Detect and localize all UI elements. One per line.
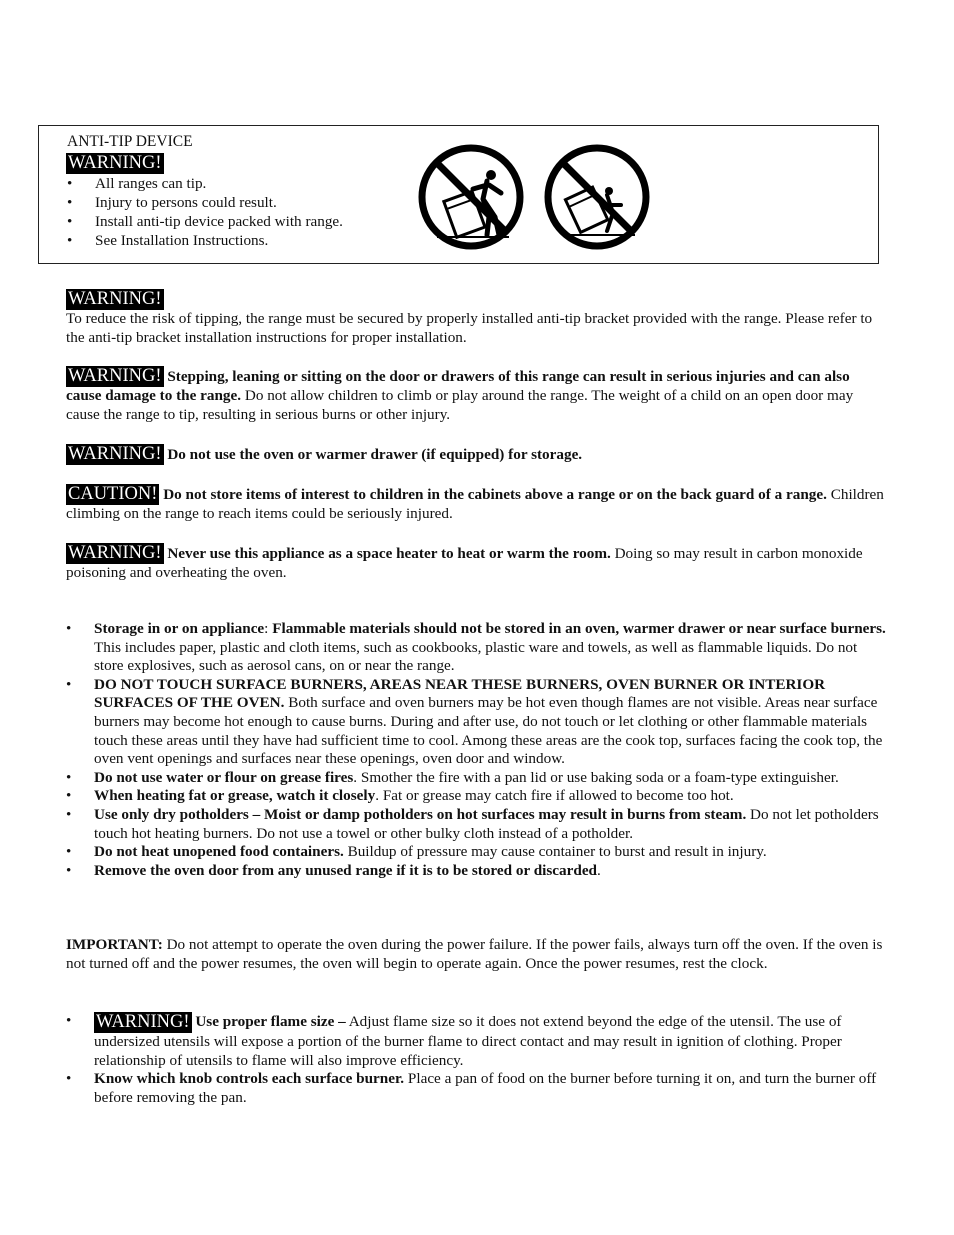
list-item xyxy=(66,787,888,806)
body-text: To reduce the risk of tipping, the range must be secured by properly installed anti-tip bracket provided with the range. Please refer to the anti-tip bracket installation instructions for proper installation. xyxy=(66,310,873,346)
list-item xyxy=(66,769,888,788)
body-text: Do not let potholders touch hot heating burners. Do not use a towel or other bulky cloth instead of a potholder. xyxy=(94,805,879,842)
caution-badge: CAUTION! xyxy=(68,484,158,504)
warning-tipping-block xyxy=(66,289,888,347)
anti-tip-list xyxy=(67,175,343,251)
list-item: • See Installation Instructions. xyxy=(67,232,343,251)
list-item: • All ranges can tip. xyxy=(67,175,343,194)
list-item xyxy=(66,862,888,881)
body-text: This includes paper, plastic and cloth items, such as cookbooks, plastic ware and towels, as well as flammable liquids. Do not store explosives, such as aerosol cans, on or near the range. xyxy=(94,638,858,675)
warning-heater-block xyxy=(66,543,888,583)
body-text: . Fat or grease may catch fire if allowed to become too hot. xyxy=(375,787,734,805)
body-text: Place a pan of food on the burner before turning it on, and turn the burner off before removing the pan. xyxy=(94,1070,877,1106)
body-text: . xyxy=(597,861,601,879)
warning-badge: WARNING! xyxy=(68,366,162,386)
list-item xyxy=(66,1012,888,1070)
bold-text: Know which knob controls each surface burner. xyxy=(94,1070,405,1088)
bold-text: Use proper flame size – xyxy=(195,1013,346,1030)
bold-text: Storage in or on appliance xyxy=(94,620,265,637)
bold-text: Do not heat unopened food containers. xyxy=(94,843,344,861)
anti-tip-title: ANTI-TIP DEVICE xyxy=(67,133,193,150)
important-label: IMPORTANT: xyxy=(66,936,163,953)
body-text: Children climbing on the range to reach items could be seriously injured. xyxy=(66,486,884,522)
list-item xyxy=(66,1070,888,1107)
warning-badge: WARNING! xyxy=(68,153,162,173)
body-text: Buildup of pressure may cause container to burst and result in injury. xyxy=(343,843,767,861)
list-item xyxy=(66,676,888,769)
safety-list xyxy=(66,620,888,880)
body-text: Do not allow children to climb or play around the range. The weight of a child on an open door may cause the range to tip, resulting in serious burns or other injury. xyxy=(66,387,854,423)
warning-storage-block xyxy=(66,444,888,465)
warning-badge: WARNING! xyxy=(68,444,162,464)
bold-text: Use only dry potholders – Moist or damp potholders on hot surfaces may result in burns from steam. xyxy=(94,805,747,823)
caution-cabinets-block xyxy=(66,484,888,524)
warning-badge: WARNING! xyxy=(68,543,162,563)
list-item xyxy=(66,843,888,862)
bold-text: Do not use the oven or warmer drawer (if equipped) for storage. xyxy=(167,446,583,463)
list-item xyxy=(66,806,888,843)
warning-badge: WARNING! xyxy=(68,289,162,309)
body-text: Both surface and oven burners may be hot even though flames are not visible. Areas near surface burners may become hot enough to cause burns. During and after use, do not touch or let clothing or other flammable materials touch these areas until they have had sufficient time to cool. Among these areas are the cook top, surfaces facing the cook top, the oven vent openings and surfaces near these openings, oven door and window. xyxy=(94,694,883,768)
bold-text: Do not use water or flour on grease fires xyxy=(94,768,354,786)
warning-badge: WARNING! xyxy=(96,1012,190,1032)
list-item xyxy=(66,620,888,676)
bold-text: When heating fat or grease, watch it closely xyxy=(94,787,376,805)
body-text: Adjust flame size so it does not extend beyond the edge of the utensil. The use of undersized utensils will expose a portion of the burner flame to direct contact and may result in ignition of clothing. Proper relationship of utensils to flame will also improve efficiency. xyxy=(94,1013,842,1069)
bold-text: Stepping, leaning or sitting on the door or drawers of this range can result in serious injuries and can also cause damage to the range. xyxy=(66,368,850,404)
bold-text: Never use this appliance as a space heater to heat or warm the room. xyxy=(167,545,611,562)
important-block xyxy=(66,936,888,973)
list-item: • Injury to persons could result. xyxy=(67,194,343,213)
body-text: . Smother the fire with a pan lid or use baking soda or a foam-type extinguisher. xyxy=(353,768,839,786)
burner-list xyxy=(66,1012,888,1107)
body-text: : xyxy=(264,620,273,637)
bold-text: Do not store items of interest to children in the cabinets above a range or on the back guard of a range. xyxy=(163,486,827,503)
bold-text: DO NOT TOUCH SURFACE BURNERS, AREAS NEAR THESE BURNERS, OVEN BURNER OR INTERIOR SURFACES OF THE OVEN. xyxy=(94,675,826,712)
anti-tip-device-box xyxy=(38,125,879,264)
bold-text: Flammable materials should not be stored in an oven, warmer drawer or near surface burners. xyxy=(272,620,886,637)
body-text: Do not attempt to operate the oven during the power failure. If the power fails, always turn off the oven. If the oven is not turned off and the power resumes, the oven will begin to operate again. Once the power resumes, rest the clock. xyxy=(66,936,883,972)
no-person-tipping-range-icon xyxy=(417,143,525,251)
no-child-on-oven-door-icon xyxy=(543,143,651,251)
warning-door-block xyxy=(66,366,888,424)
list-item: • Install anti-tip device packed with range. xyxy=(67,213,343,232)
body-text: Doing so may result in carbon monoxide poisoning and overheating the oven. xyxy=(66,545,863,581)
bold-text: Remove the oven door from any unused range if it is to be stored or discarded xyxy=(94,861,598,879)
